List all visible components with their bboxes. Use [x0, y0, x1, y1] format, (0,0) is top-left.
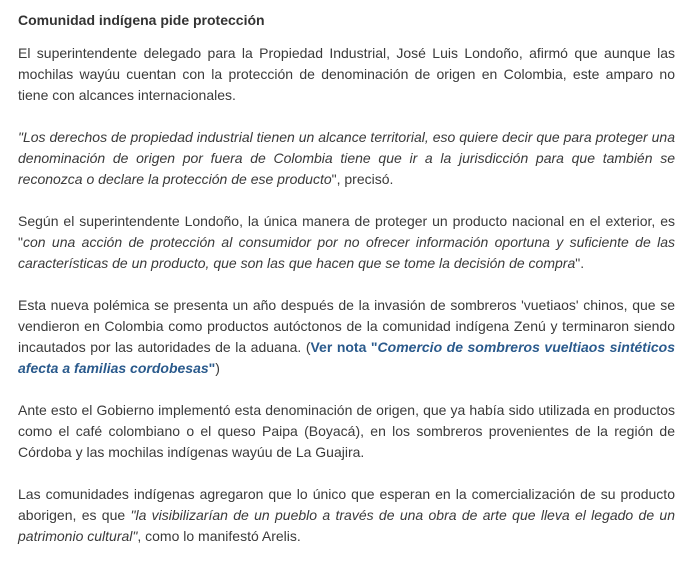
quote-attribution: ", precisó. — [331, 171, 394, 187]
paragraph-5: Ante esto el Gobierno implementó esta denominación de origen, que ya había sido utilizada en productos como el café colombiano o el queso Paipa (Boyacá), en los sombreros provenientes de la región de Córdoba y las mochilas indígenas wayúu de La Guajira. — [18, 402, 675, 460]
link-suffix: " — [208, 360, 216, 376]
paragraph-4-text: Esta nueva polémica se presenta un año después de la invasión de sombreros 'vuetiaos' chinos, que se vendieron en Colombia como productos autóctonos de la comunidad indígena Zenú y terminaron siendo incautados por las autoridades de la aduana. ( — [18, 297, 675, 355]
paragraph-3-tail: ". — [575, 255, 585, 271]
paragraph-3 — [18, 211, 675, 274]
paragraph-4 — [18, 295, 675, 379]
quote-text: "la visibilizarían de un pueblo a través de una obra de arte que lleva el legado de un patrimonio cultural" — [18, 507, 675, 544]
section-heading: Comunidad indígena pide protección — [18, 12, 265, 28]
paragraph-4-close: ) — [215, 360, 220, 376]
paragraph-6-tail: , como lo manifestó Arelis. — [137, 528, 301, 544]
paragraph-6-intro: Las comunidades indígenas agregaron que lo único que esperan en la comercialización de su producto aborigen, es que — [18, 486, 675, 523]
link-prefix: Ver nota " — [310, 339, 378, 355]
paragraph-3-intro: Según el superintendente Londoño, la única manera de proteger un producto nacional en el exterior, es " — [18, 213, 675, 250]
quote-text: con una acción de protección al consumidor por no ofrecer información oportuna y suficiente de las características de un producto, que son las que hacen que se tome la decisión de compra — [18, 234, 675, 271]
paragraph-6 — [18, 484, 675, 547]
quote-text: "Los derechos de propiedad industrial tienen un alcance territorial, eso quiere decir que para proteger una denominación de origen por fuera de Colombia tiene que ir a la jurisdicción para que también se reconozca o declare la protección de ese producto — [18, 129, 675, 187]
paragraph-1: El superintendente delegado para la Propiedad Industrial, José Luis Londoño, afirmó que aunque las mochilas wayúu cuentan con la protección de denominación de origen en Colombia, este amparo no tiene con alcances internacionales. — [18, 45, 675, 103]
link-title: Comercio de sombreros vueltiaos sintéticos afecta a familias cordobesas — [18, 339, 675, 376]
paragraph-2 — [18, 127, 675, 190]
